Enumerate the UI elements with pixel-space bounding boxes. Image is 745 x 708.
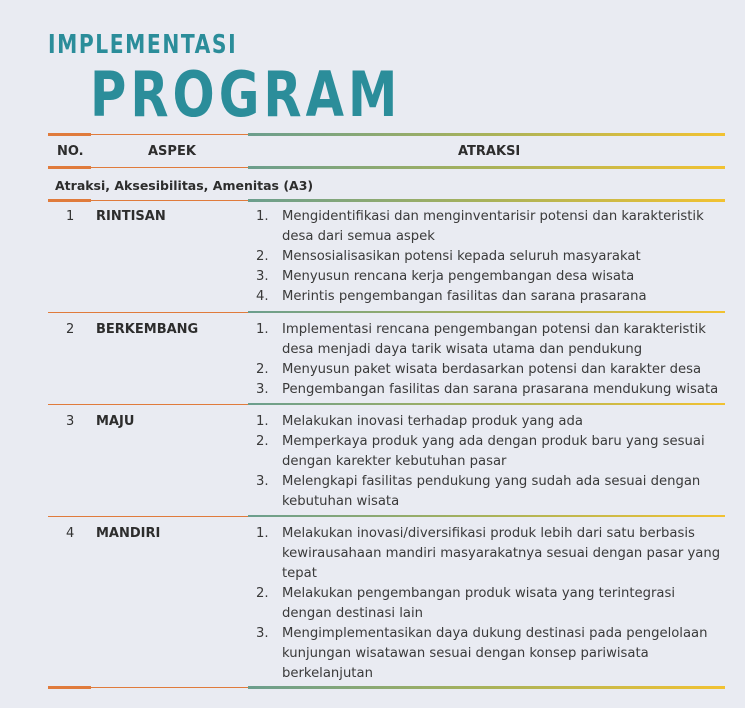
title-implementasi: IMPLEMENTASI <box>48 30 238 60</box>
row-items <box>256 524 722 684</box>
row-number: 2 <box>66 322 75 337</box>
row-number: 1 <box>66 209 75 224</box>
list-item: 3. Pengembangan fasilitas dan sarana prasarana mendukung wisata <box>256 382 719 397</box>
row-items <box>256 320 722 400</box>
row-number: 3 <box>66 414 75 429</box>
section-title: Atraksi, Aksesibilitas, Amenitas (A3) <box>55 178 314 193</box>
list-item: 3. Menyusun rencana kerja pengembangan desa wisata <box>256 269 635 284</box>
list-item: 2. Mensosialisasikan potensi kepada seluruh masyarakat <box>256 249 641 264</box>
list-item: 1. Implementasi rencana pengembangan potensi dan karakteristik desa menjadi daya tarik wisata utama dan pendukung <box>256 322 706 357</box>
header-no: NO. <box>57 144 84 159</box>
list-item: 1. Melakukan inovasi terhadap produk yang ada <box>256 414 583 429</box>
header-aspect: ASPEK <box>148 144 196 159</box>
list-item: 2. Memperkaya produk yang ada dengan produk baru yang sesuai dengan karekter kebutuhan pasar <box>256 434 705 469</box>
header-attraction: ATRAKSI <box>458 144 521 159</box>
row-aspect: BERKEMBANG <box>96 322 199 337</box>
row-number: 4 <box>66 526 75 541</box>
row-aspect: RINTISAN <box>96 209 166 224</box>
list-item: 2. Melakukan pengembangan produk wisata yang terintegrasi dengan destinasi lain <box>256 586 676 621</box>
title-program: PROGRAM <box>90 58 402 131</box>
list-item: 1. Mengidentifikasi dan menginventarisir potensi dan karakteristik desa dari semua aspek <box>256 209 704 244</box>
row-items <box>256 412 722 512</box>
row-aspect: MANDIRI <box>96 526 161 541</box>
row-aspect: MAJU <box>96 414 135 429</box>
list-item: 1. Melakukan inovasi/diversifikasi produk lebih dari satu berbasis kewirausahaan mandiri masyarakatnya sesuai dengan pasar yang tepat <box>256 526 721 581</box>
list-item: 3. Mengimplementasikan daya dukung destinasi pada pengelolaan kunjungan wisatawan sesuai dengan konsep pariwisata berkelanjutan <box>256 626 708 681</box>
row-items <box>256 207 722 307</box>
list-item: 2. Menyusun paket wisata berdasarkan potensi dan karakter desa <box>256 362 702 377</box>
list-item: 4. Merintis pengembangan fasilitas dan sarana prasarana <box>256 289 647 304</box>
list-item: 3. Melengkapi fasilitas pendukung yang sudah ada sesuai dengan kebutuhan wisata <box>256 474 701 509</box>
